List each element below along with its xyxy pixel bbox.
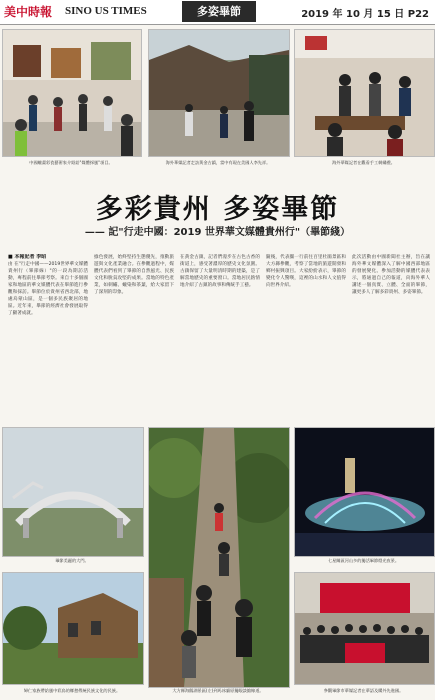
photo-bijie-gate — [2, 427, 144, 557]
photo-group-banner — [294, 572, 435, 685]
article-column-1 — [8, 254, 88, 412]
photo-caption-ancient-town: 海外華媒記者走訪黃金古鎮，當中有現在美國人李先祥。 — [165, 160, 271, 165]
article-text: 在黃金古鎮，記者們漫步在古色古香的街道上，感受著濃厚的歷史文化氛圍。古鎮保留了大量明清時期的建築，是了解當地歷史的重要窗口。當地居民熱情地介紹了古鎮的故事和傳統手工藝。 — [180, 255, 260, 288]
photo-caption-village-building: 婦仁家族帶給風中彩鳥的鄉愁傳統民族文化的民族。 — [23, 688, 121, 693]
photo-ancient-town — [148, 29, 290, 157]
article-column-5 — [352, 254, 430, 412]
photo-hiking-trail — [148, 427, 290, 688]
photo-embroidery — [294, 29, 435, 157]
photo-caption-group-banner: 參觀畢節市華媒記者在華語及購外先進國。 — [323, 688, 404, 693]
masthead — [0, 0, 435, 25]
article-headline: 多彩貴州 多姿畢節 — [95, 194, 340, 225]
photo-caption-embroidery: 海外華媒記者在觀看手工刺繡禮。 — [332, 160, 395, 165]
section-title: 多姿畢節 — [182, 1, 256, 22]
article-byline: ■ 本報記者 李昭 — [8, 254, 47, 260]
photo-caption-night-fountain: 七星關區河山多的獨活畢節燈光夜景。 — [327, 558, 400, 563]
photo-art-exhibit — [2, 29, 142, 157]
newspaper-name-english: SINO US TIMES — [65, 5, 147, 17]
article-text: 此次活動由中國新聞社主辦，旨在讓海外華文媒體深入了解中國西部地區的發展變化。參加活動的媒體代表表示，將通過自己的報道，向海外華人講述一個真實、立體、全面的畢節，讓更多人了解多彩貴州、多姿畢節。 — [352, 255, 430, 295]
photo-night-fountain — [294, 427, 435, 557]
article-text: 綠色發展，始終堅持生態優先，推動旅遊與文化產業融合。在參觀過程中，媒體代表們看到了畢節的自然風光、民族文化和脫貧攻堅的成果。當地的特色產業，如刺繡、蠟染和茶葉，給大家留下了深刻的印象。 — [94, 255, 174, 295]
photo-caption-art-exhibit: 中國蠟畫彩瓷藝術家介紹給"媒體採風"項目。 — [29, 160, 113, 165]
photo-caption-bijie-gate: 畢節美麗的大門。 — [55, 558, 89, 563]
newspaper-logo: 美中時報 — [4, 5, 53, 19]
article-text: 隨後，代表團一行前往百里杜鵑景區和大方縣參觀，考察了當地的旅遊開發和鄉村振興項目。大家紛紛表示，畢節的變化令人驚嘆，這裡的山水和人文值得向世界介紹。 — [266, 255, 346, 288]
article-column-3 — [180, 254, 260, 412]
article-text: 由 在"行走中國——2019世界華文媒體貴州行（畢節線）"的一段為期訪活動，專程前往畢節考察。來自十多個國家和地區的華文媒體代表在畢節進行參觀和採訪。畢節位於貴州省西北部，地處烏蒙山區，是一個多民族聚居的地區。近年來，畢節的經濟社會發展取得了顯著成就。 — [8, 262, 88, 316]
article-column-4 — [266, 254, 346, 412]
photo-village-building — [2, 572, 144, 685]
article-subheadline: —— 記"行走中國：2019 世界華文媒體貴州行"（畢節綫） — [84, 227, 351, 238]
article-column-2 — [94, 254, 174, 412]
photo-caption-hiking-trail: 大方縣海鵝湖景區(左)到馬冰貓原獨眼談縮線道。 — [172, 688, 264, 693]
issue-date-page: 2019 年 10 月 15 日 P22 — [301, 9, 429, 20]
